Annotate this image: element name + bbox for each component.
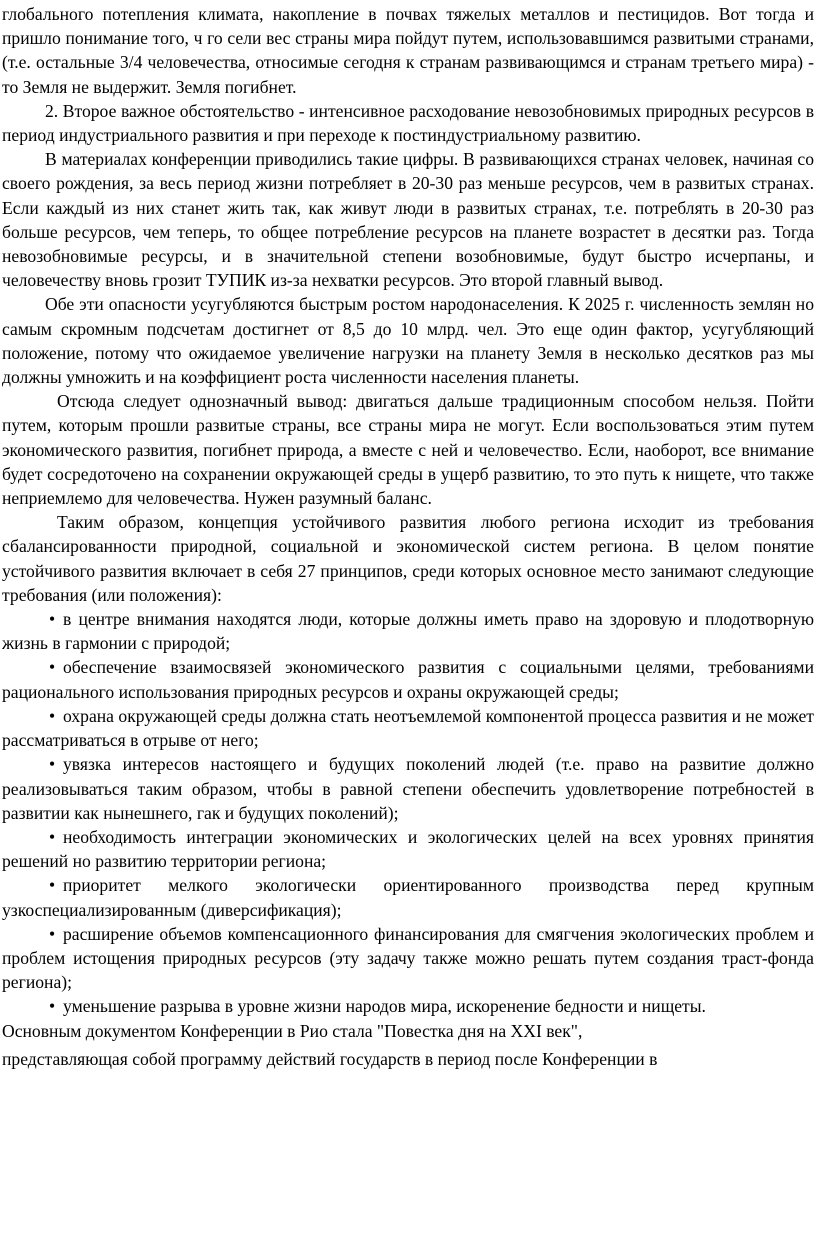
bullet-item — [2, 607, 814, 655]
paragraph-1: глобального потепления климата, накопление в почвах тяжелых металлов и пестицидов. Вот тогда и пришло понимание того, ч го сели вес страны мира пойдут путем, использовавшимся развитыми странами, (т.е. остальные 3/4 человечества, относимые сегодня к странам развивающимся и странам третьего мира) - то Земля не выдержит. Земля погибнет. — [2, 4, 814, 97]
bullet-text: уменьшение разрыва в уровне жизни народов мира, искоренение бедности и нищеты. — [63, 996, 706, 1017]
bullet-item — [2, 922, 814, 995]
bullet-text: приоритет мелкого экологически ориентированного производства перед крупным узкоспециализированным (диверсификация); — [2, 875, 814, 920]
bullet-item — [2, 655, 814, 703]
closing-line-1: Основным документом Конференции в Рио стала "Повестка дня на XXI век", — [2, 1020, 583, 1041]
bullet-icon: • — [49, 826, 56, 847]
bullet-icon: • — [49, 875, 56, 896]
closing-line-2: представляющая собой программу действий государств в период после Конференции в — [2, 1048, 658, 1069]
bullet-item — [2, 825, 814, 873]
bullet-icon: • — [49, 996, 56, 1017]
bullet-item — [2, 873, 814, 921]
bullet-list — [2, 607, 814, 1018]
bullet-text: расширение объемов компенсационного финансирования для смягчения экологических проблем и проблем истощения природных ресурсов (эту задачу также можно решать путем создания траст-фонда региона); — [2, 923, 814, 993]
paragraph-3: В материалах конференции приводились такие цифры. В развивающихся странах человек, начиная со своего рождения, за весь период жизни потребляет в 20-30 раз меньше ресурсов, чем в развитых странах. Если каждый из них станет жить так, как живут люди в развитых странах, т.е. потреблять в 20-30 раз больше ресурсов, чем теперь, то общее потребление ресурсов на планете возрастет в десятки раз. Тогда невозобновимые ресурсы, и в значительной степени возобновимые, будут быстро исчерпаны, и человечеству вновь грозит ТУПИК из-за нехватки ресурсов. Это второй главный вывод. — [2, 149, 814, 291]
bullet-item — [2, 752, 814, 825]
bullet-text: в центре внимания находятся люди, которые должны иметь право на здоровую и плодотворную жизнь в гармонии с природой; — [2, 609, 814, 654]
bullet-item — [2, 704, 814, 752]
bullet-icon: • — [49, 923, 56, 944]
bullet-item — [2, 994, 814, 1018]
bullet-icon: • — [49, 754, 56, 775]
bullet-icon: • — [49, 705, 56, 726]
paragraph-4: Обе эти опасности усугубляются быстрым ростом народонаселения. К 2025 г. численность землян но самым скромным подсчетам достигнет от 8,5 до 10 млрд. чел. Это еще один фактор, усугубляющий положение, потому что ожидаемое увеличение нагрузки на планету Земля в несколько десятков раз мы должны умножить и на коэффициент роста численности населения планеты. — [2, 294, 814, 388]
paragraph-6: Таким образом, концепция устойчивого развития любого региона исходит из требования сбалансированности природной, социальной и экономической систем региона. В целом понятие устойчивого развития включает в себя 27 принципов, среди которых основное место занимают следующие требования (или положения): — [2, 512, 814, 605]
bullet-text: обеспечение взаимосвязей экономического развития с социальными целями, требованиями рационального использования природных ресурсов и охраны окружающей среды; — [2, 657, 814, 702]
bullet-text: увязка интересов настоящего и будущих поколений людей (т.е. право на развитие должно реализовываться таким образом, чтобы в равной степени обеспечить удовлетворение потребностей в развитии как нынешнего, гак и будущих поколений); — [2, 754, 814, 823]
bullet-text: необходимость интеграции экономических и экологических целей на всех уровнях принятия решений но развитию территории региона; — [2, 826, 814, 872]
paragraph-5: Отсюда следует однозначный вывод: двигаться дальше традиционным способом нельзя. Пойти путем, которым прошли развитые страны, все страны мира не могут. Если воспользоваться этим путем экономического развития, погибнет природа, а вместе с ней и человечество. Если, наоборот, все внимание будет сосредоточено на сохранении окружающей среды в ущерб развитию, то это путь к нищете, что также неприемлемо для человечества. Нужен разумный баланс. — [2, 391, 814, 509]
paragraph-2: 2. Второе важное обстоятельство - интенсивное расходование невозобновимых природных ресурсов в период индустриального развития и при переходе к постиндустриальному развитию. — [2, 100, 814, 146]
bullet-text: охрана окружающей среды должна стать неотъемлемой компонентой процесса развития и не может рассматриваться в отрыве от него; — [2, 705, 814, 751]
bullet-icon: • — [49, 609, 56, 630]
bullet-icon: • — [49, 657, 56, 678]
